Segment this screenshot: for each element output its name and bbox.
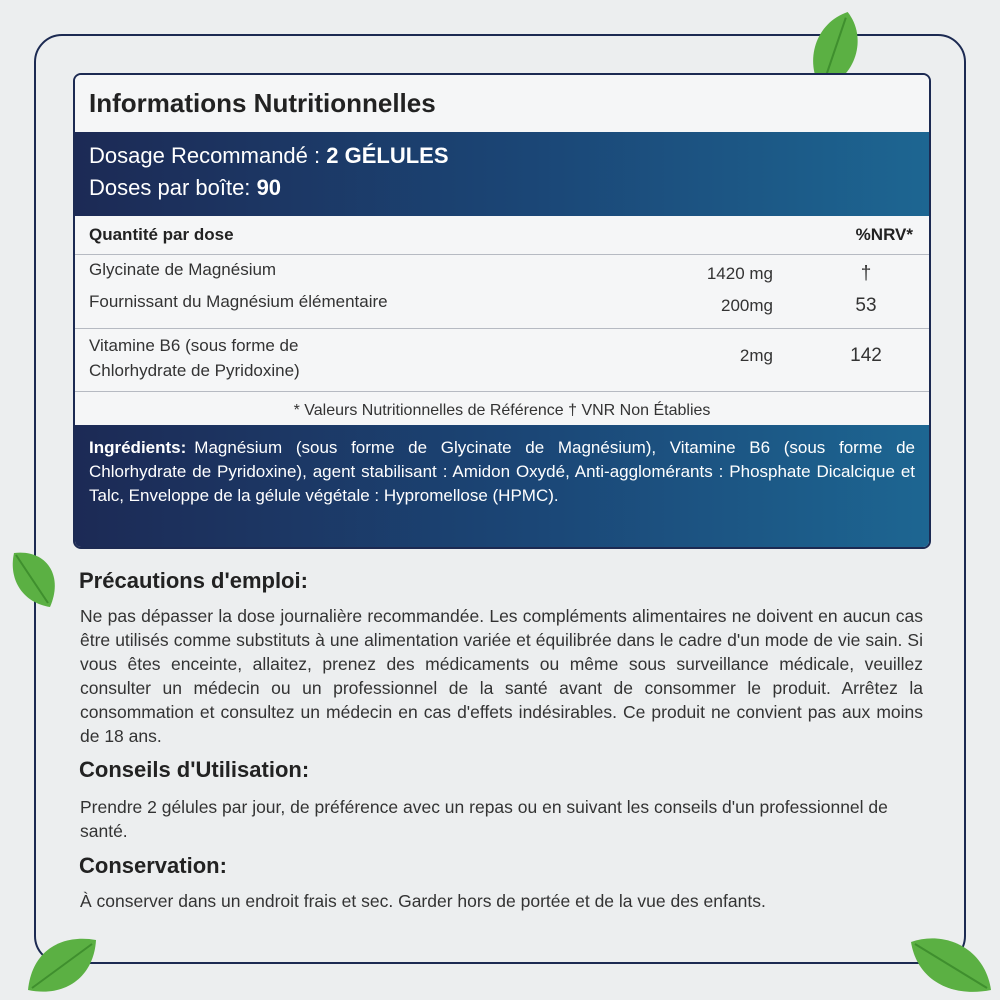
row-name-line2: Chlorhydrate de Pyridoxine): [89, 361, 300, 380]
precautions-title: Précautions d'emploi:: [79, 568, 308, 593]
row-name: Glycinate de Magnésium: [89, 260, 277, 279]
nrv-footnote: * Valeurs Nutritionnelles de Référence † VNR Non Établies: [293, 402, 711, 419]
dosage-line: [89, 140, 929, 172]
usage-text: Prendre 2 gélules par jour, de préférence avec un repas ou en suivant les conseils d'un professionnel de santé.: [80, 797, 888, 841]
row-nrv: †: [860, 263, 872, 284]
leaf-icon-bottom-left: [22, 930, 102, 1000]
panel-title: Informations Nutritionnelles: [75, 75, 929, 132]
leaf-icon-bottom-right: [905, 928, 995, 1000]
doses-label: Doses par boîte:: [89, 175, 251, 200]
row-amount: 200mg: [721, 296, 773, 315]
col-quantity-header: Quantité par dose: [89, 225, 234, 244]
dosage-band: [75, 132, 929, 216]
dosage-label: Dosage Recommandé :: [89, 143, 321, 168]
doses-value: 90: [256, 175, 282, 200]
col-nrv-header: %NRV*: [855, 225, 913, 244]
row-amount: 1420 mg: [706, 264, 773, 283]
row-nrv: 142: [850, 345, 882, 366]
dosage-value: 2 GÉLULES: [326, 143, 449, 168]
ingredients-text: Magnésium (sous forme de Glycinate de Magnésium), Vitamine B6 (sous forme de Chlorhydrate de Pyridoxine), agent stabilisant : Amidon Oxydé, Anti-agglomérants : Phosphate Dicalcique et Talc, Enveloppe de la gélule végétale : Hypromellose (HPMC).: [89, 438, 915, 505]
ingredients-label: Ingrédients:: [89, 438, 187, 457]
row-amount: 2mg: [739, 346, 773, 365]
usage-title: Conseils d'Utilisation:: [79, 757, 310, 782]
table-row-group-magnesium: [75, 255, 929, 329]
nutrition-panel: [73, 73, 931, 549]
row-name-line1: Vitamine B6 (sous forme de: [89, 336, 299, 355]
row-nrv: 53: [855, 295, 877, 316]
row-name: Fournissant du Magnésium élémentaire: [89, 292, 388, 311]
table-row-vitamin-b6: [75, 329, 929, 392]
table-header: [75, 216, 929, 255]
ingredients-band: [75, 425, 929, 547]
doses-line: [89, 172, 929, 204]
leaf-icon-left: [6, 545, 66, 615]
precautions-text: Ne pas dépasser la dose journalière recommandée. Les compléments alimentaires ne doivent en aucun cas être utilisés comme substituts à une alimentation variée et équilibrée dans le cadre d'un mode de vie sain. Si vous êtes enceinte, allaitez, prenez des médicaments ou même sous surveillance médicale, veuillez consulter un médecin ou un professionnel de la santé avant de consommer le produit. Arrêtez la consommation et consultez un médecin en cas d'effets indésirables. Ce produit ne convient pas aux moins de 18 ans.: [80, 606, 923, 746]
storage-text: À conserver dans un endroit frais et sec. Garder hors de portée et de la vue des enfants.: [80, 891, 766, 911]
storage-title: Conservation:: [79, 853, 227, 878]
